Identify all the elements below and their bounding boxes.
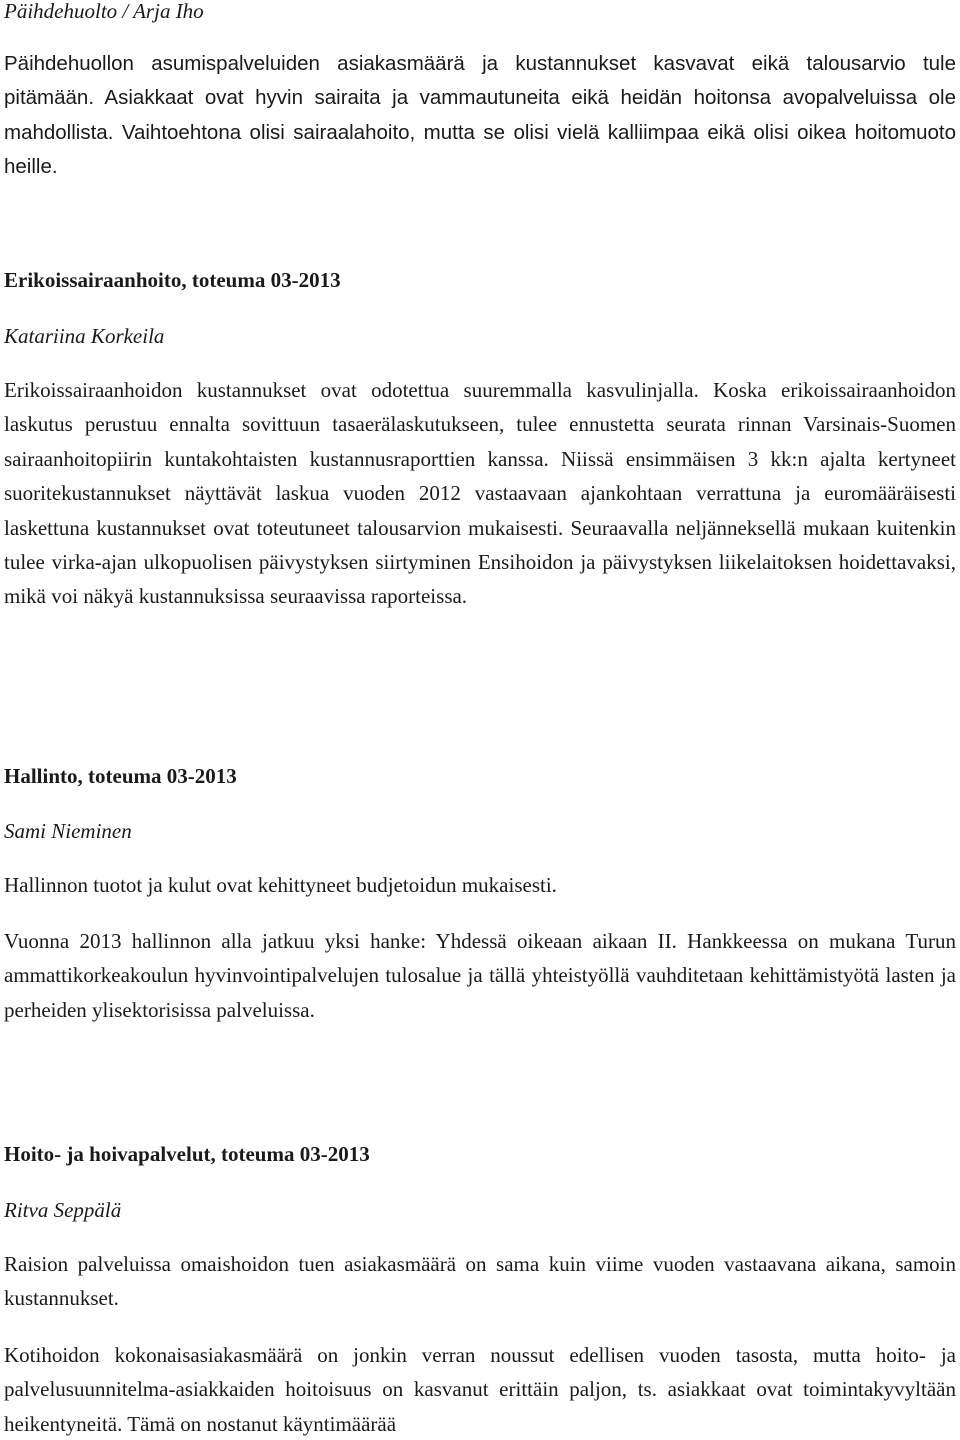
section-author: Katariina Korkeila (4, 324, 165, 348)
body-paragraph: Erikoissairaanhoidon kustannukset ovat odotettua suuremmalla kasvulinjalla. Koska erikoissairaanhoidon laskutus perustuu ennalta sovittuun tasaerälaskutukseen, tulee ennustetta seurata rinnan Varsinais-Suomen sairaanhoitopiirin kuntakohtaisten kustannusraporttien kanssa. Niissä ensimmäisen 3 kk:n ajalta kertyneet suoritekustannukset näyttävät laskua vuoden 2012 vastaavaan ajankohtaan verrattuna ja euromääräisesti laskettuna kustannukset ovat toteutuneet talousarvion mukaisesti. Seuraavalla neljänneksellä mukaan kuitenkin tulee virka-ajan ulkopuolisen päivystyksen siirtyminen Ensihoidon ja päivystyksen liikelaitoksen hoidettavaksi, mikä voi näkyä kustannuksissa seuraavissa raporteissa. (4, 378, 956, 609)
body-paragraph: Vuonna 2013 hallinnon alla jatkuu yksi hanke: Yhdessä oikeaan aikaan II. Hankkeessa on mukana Turun ammattikorkeakoulun hyvinvointipalvelujen tulosalue ja tällä yhteistyöllä vauhditetaan kehittämistyötä lasten ja perheiden ylisektorisissa palveluissa. (4, 929, 956, 1022)
body-paragraph: Päihdehuollon asumispalveluiden asiakasmäärä ja kustannukset kasvavat eikä talousarvio tule pitämään. Asiakkaat ovat hyvin sairaita ja vammautuneita eikä heidän hoitonsa avopalveluissa ole mahdollista. Vaihtoehtona olisi sairaalahoito, mutta se olisi vielä kalliimpaa eikä olisi oikea hoitomuoto heille. (4, 52, 956, 179)
section-author: Ritva Seppälä (4, 1198, 122, 1222)
section-heading: Hoito- ja hoivapalvelut, toteuma 03-2013 (4, 1142, 370, 1166)
section-author: Päihdehuolto / Arja Iho (4, 0, 204, 23)
section-author: Sami Nieminen (4, 819, 132, 843)
body-paragraph: Hallinnon tuotot ja kulut ovat kehittyneet budjetoidun mukaisesti. (4, 873, 557, 897)
body-paragraph: Kotihoidon kokonaisasiakasmäärä on jonkin verran noussut edellisen vuoden tasosta, mutta hoito- ja palvelusuunnitelma-asiakkaiden hoitoisuus on kasvanut erittäin paljon, ts. asiakkaat ovat toimintakyvyltään heikentyneitä. Tämä on nostanut käyntimäärää (4, 1343, 956, 1436)
section-heading: Hallinto, toteuma 03-2013 (4, 764, 237, 788)
body-paragraph: Raision palveluissa omaishoidon tuen asiakasmäärä on sama kuin viime vuoden vastaavana aikana, samoin kustannukset. (4, 1252, 956, 1311)
section-heading: Erikoissairaanhoito, toteuma 03-2013 (4, 268, 341, 292)
